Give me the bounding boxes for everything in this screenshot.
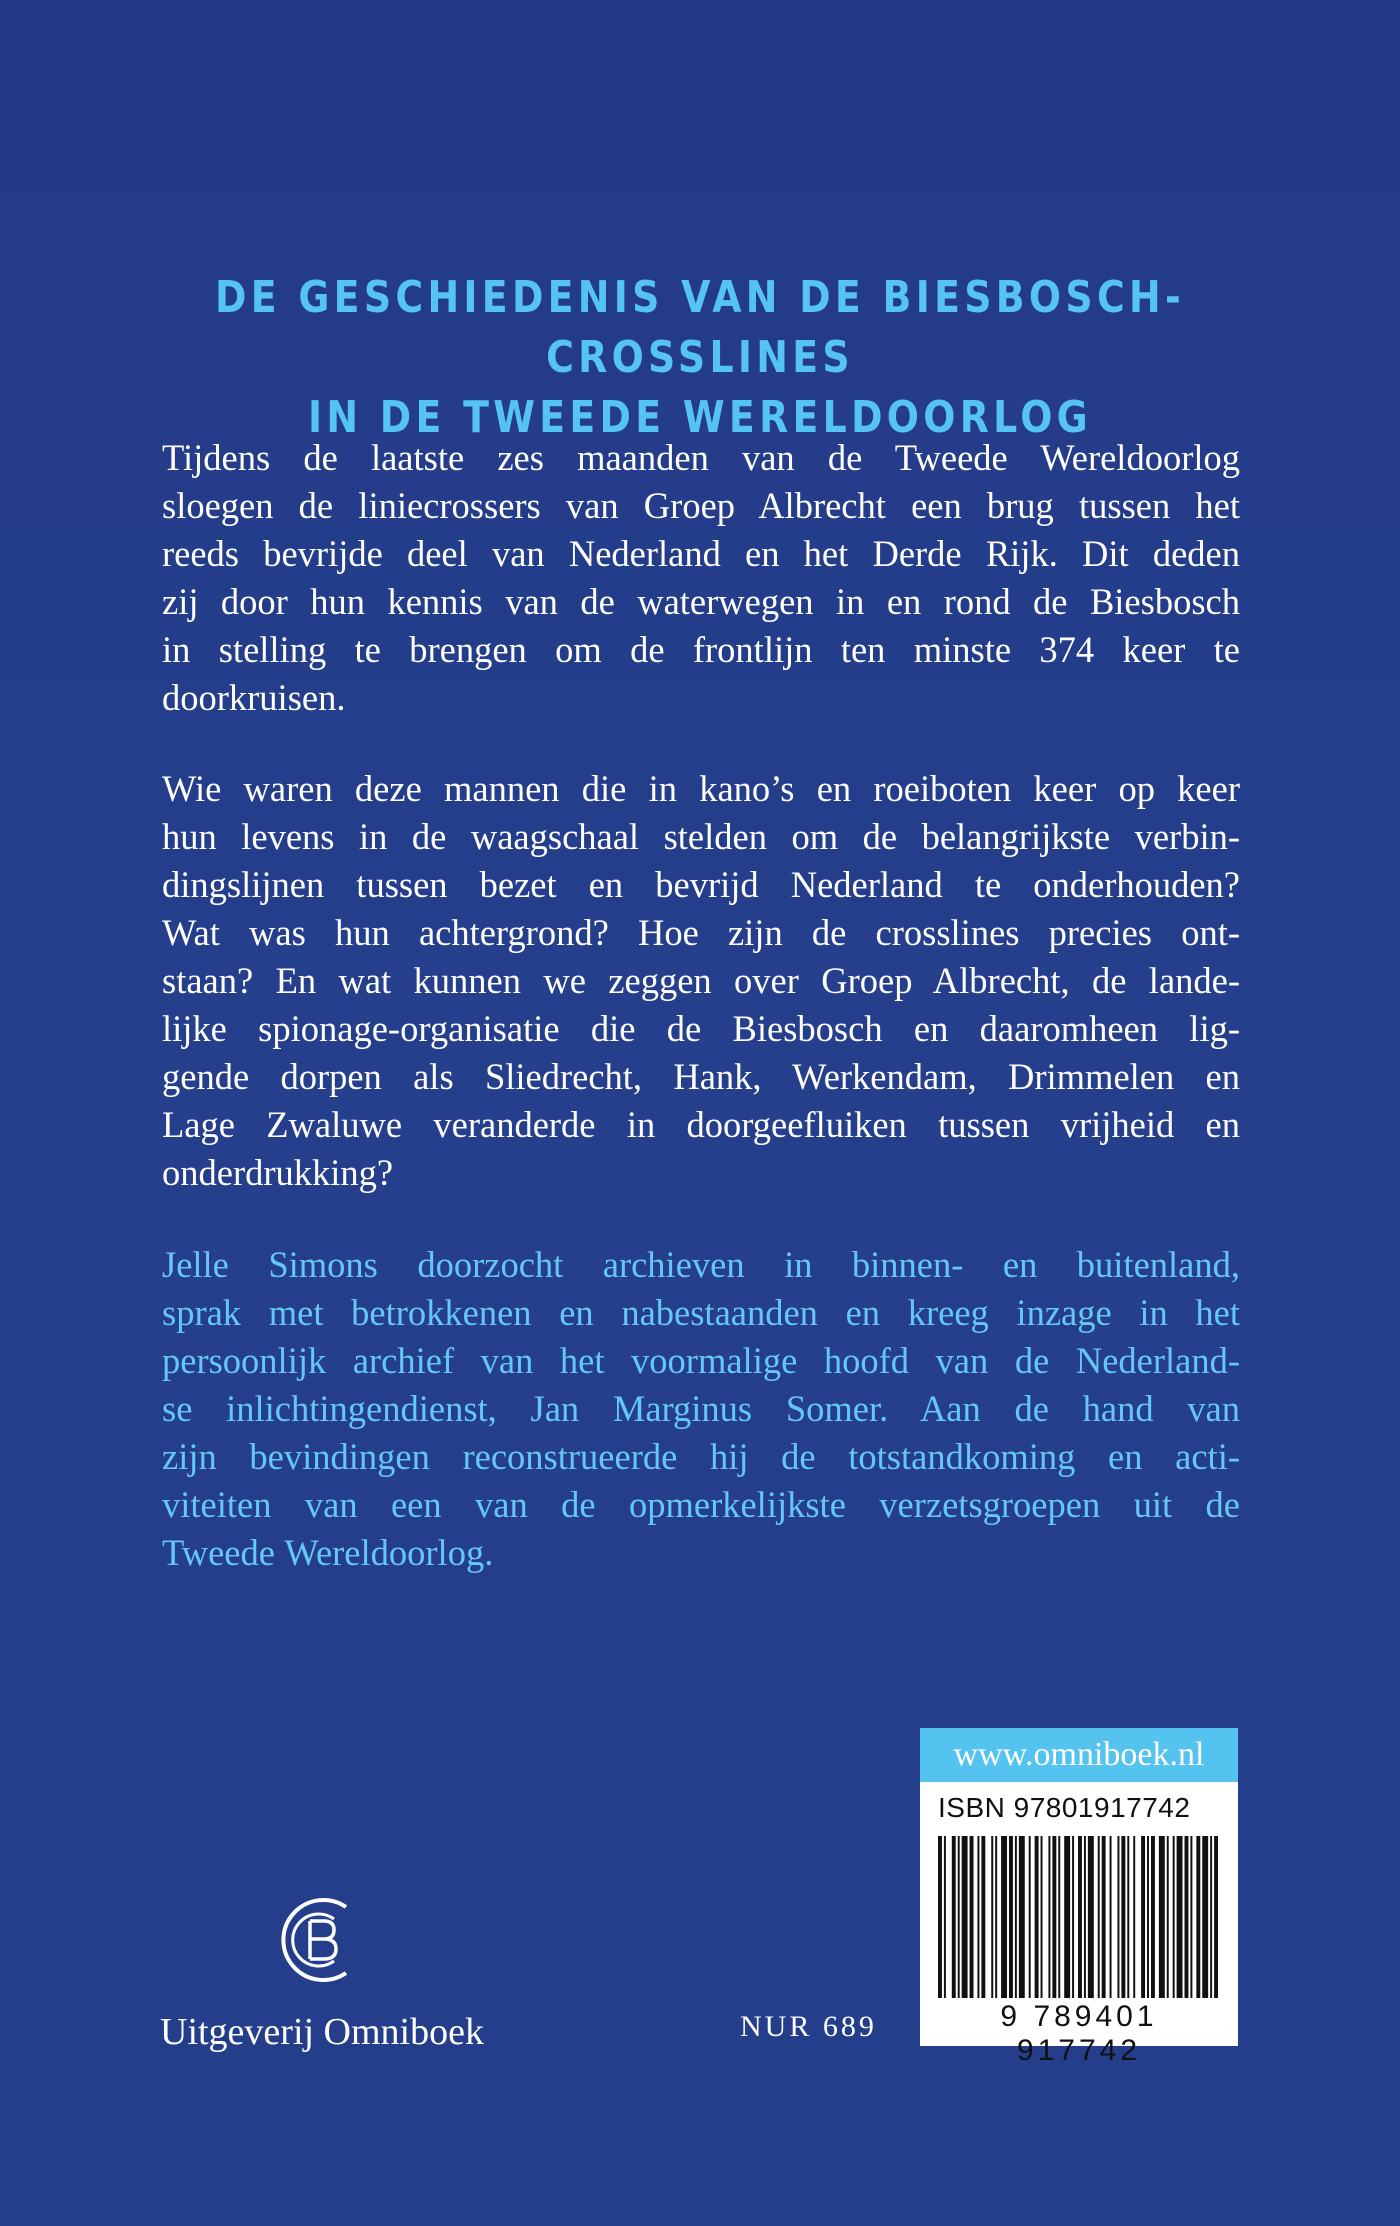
text-line: persoonlijk archief van het voormalige hoofd van de Nederland- (162, 1340, 1240, 1381)
text-line: Wat was hun achtergrond? Hoe zijn de crosslines precies ont- (162, 912, 1240, 953)
text-line: viteiten van een van de opmerkelijkste verzetsgroepen uit de (162, 1484, 1240, 1525)
publisher-name: Uitgeverij Omniboek (160, 2011, 484, 2053)
author-paragraph (162, 1241, 1240, 1577)
text-line: dingslijnen tussen bezet en bevrijd Nederland te onderhouden? (162, 864, 1240, 905)
text-line: Wie waren deze mannen die in kano’s en roeiboten keer op keer (162, 768, 1240, 809)
text-line: sprak met betrokkenen en nabestaanden en kreeg inzage in het (162, 1292, 1240, 1333)
text-line: Jelle Simons doorzocht archieven in binnen- en buitenland, (162, 1244, 1240, 1285)
text-line: doorkruisen. (162, 677, 346, 718)
blurb-paragraph-2 (162, 765, 1240, 1197)
text-line: gende dorpen als Sliedrecht, Hank, Werkendam, Drimmelen en (162, 1056, 1240, 1097)
text-line: reeds bevrijde deel van Nederland en het Derde Rijk. Dit deden (162, 533, 1240, 574)
text-line: sloegen de liniecrossers van Groep Albrecht een brug tussen het (162, 485, 1240, 526)
website-link[interactable]: www.omniboek.nl (920, 1728, 1238, 1782)
barcode-digits: 9 789401 917742 (1000, 2000, 1158, 2067)
text-line: zijn bevindingen reconstrueerde hij de totstandkoming en acti- (162, 1436, 1240, 1477)
text-line: Tweede Wereldoorlog. (162, 1532, 494, 1573)
text-line: Tijdens de laatste zes maanden van de Tweede Wereldoorlog (162, 437, 1240, 478)
nur-code: NUR 689 (740, 2010, 877, 2043)
omniboek-logo-icon (264, 1885, 374, 1995)
headline-line-1: DE GESCHIEDENIS VAN DE BIESBOSCH-CROSSLINES (214, 272, 1185, 383)
isbn-barcode-box (920, 1782, 1238, 2067)
text-line: Lage Zwaluwe veranderde in doorgeefluiken tussen vrijheid en (162, 1104, 1240, 1145)
text-line: se inlichtingendienst, Jan Marginus Somer. Aan de hand van (162, 1388, 1240, 1429)
blurb-paragraph-1 (162, 434, 1240, 722)
text-line: onderdrukking? (162, 1152, 394, 1193)
text-line: in stelling te brengen om de frontlijn ten minste 374 keer te (162, 629, 1240, 670)
cover-headline (201, 268, 1199, 448)
text-line: zij door hun kennis van de waterwegen in en rond de Biesbosch (162, 581, 1240, 622)
text-line: lijke spionage-organisatie die de Biesbosch en daaromheen lig- (162, 1008, 1240, 1049)
barcode-icon (938, 1836, 1220, 1998)
text-line: hun levens in de waagschaal stelden om de belangrijkste verbin- (162, 816, 1240, 857)
isbn-label: ISBN 97801917742 (938, 1792, 1191, 1823)
text-line: staan? En wat kunnen we zeggen over Groep Albrecht, de lande- (162, 960, 1240, 1001)
headline-line-2: IN DE TWEEDE WERELDOORLOG (307, 392, 1093, 443)
